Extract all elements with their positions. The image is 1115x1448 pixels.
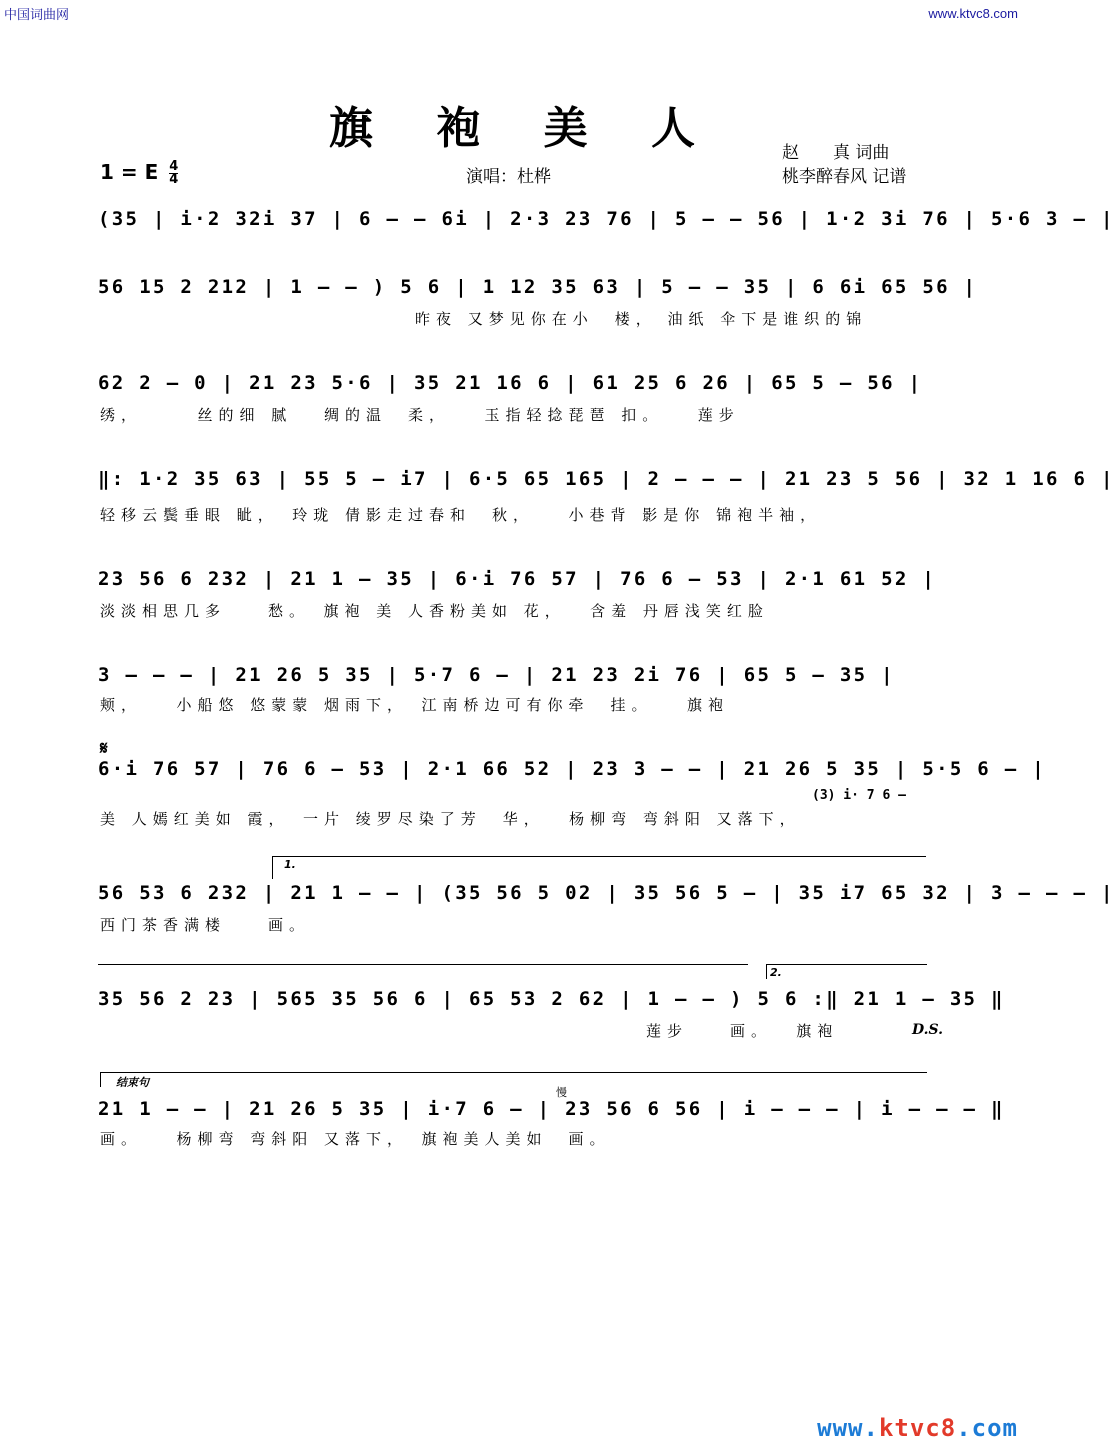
score-line-6: 3 – – – | 21 26 5 35 | 5·7 6 – | 21 23 2i 76 | 65 5 – 35 | [98, 664, 895, 686]
lyrics-line-10: 画。 杨柳弯 弯斜阳 又落下， 旗袍美人美如 画。 [100, 1130, 611, 1148]
tempo-slow-mark: 慢 [556, 1086, 567, 1099]
lyrics-line-9: 莲步 画。 旗袍 [100, 1022, 839, 1040]
ending-1-bracket [272, 856, 274, 879]
ending-2-label: 2. [770, 966, 782, 979]
ending-1-label: 1. [284, 858, 296, 871]
ending-bracket-line [272, 856, 926, 857]
coda-label: 结束句 [116, 1076, 149, 1089]
ending-2-bracket [766, 964, 927, 979]
alternate-voice-note: (3) i· 7 6 – [812, 788, 906, 803]
dal-segno-mark: D.S. [912, 1022, 944, 1038]
meter-top: 4 [169, 159, 179, 174]
song-title: 旗 袍 美 人 [329, 103, 719, 154]
score-line-7: 6·i 76 57 | 76 6 – 53 | 2·1 66 52 | 23 3 – – | 21 26 5 35 | 5·5 6 – | [98, 758, 1046, 780]
score-line-4: ‖: 1·2 35 63 | 55 5 – i7 | 6·5 65 165 | 2 – – – | 21 23 5 56 | 32 1 16 6 | [98, 468, 1115, 490]
lyrics-line-2: 昨夜 又梦见你在小 楼， 油纸 伞下是谁织的锦 [100, 310, 868, 328]
coda-bracket [100, 1072, 927, 1087]
score-line-5: 23 56 6 232 | 21 1 – 35 | 6·i 76 57 | 76 6 – 53 | 2·1 61 52 | [98, 568, 937, 590]
key-signature [100, 160, 178, 186]
site-watermark-right: www.ktvc8.com [928, 6, 1018, 21]
score-line-2: 56 15 2 212 | 1 – – ) 5 6 | 1 12 35 63 | 5 – – 35 | 6 6i 65 56 | [98, 276, 978, 298]
lyrics-line-3: 绣， 丝的细 腻 绸的温 柔， 玉指轻捻琵琶 扣。 莲步 [100, 406, 740, 424]
site-watermark-bottom [817, 1414, 1018, 1442]
score-line-3: 62 2 – 0 | 21 23 5·6 | 35 21 16 6 | 61 25 6 26 | 65 5 – 56 | [98, 372, 923, 394]
lyrics-line-4: 轻移云鬓垂眼 眦， 玲珑 倩影走过春和 秋， 小巷背 影是你 锦袍半袖， [100, 506, 822, 524]
lyrics-line-6: 颊， 小船悠 悠蒙蒙 烟雨下， 江南桥边可有你牵 挂。 旗袍 [100, 696, 730, 714]
lyrics-line-8: 西门茶香满楼 画。 [100, 916, 311, 934]
meter-bottom: 4 [169, 172, 179, 187]
score-line-10: 21 1 – – | 21 26 5 35 | i·7 6 – | 23 56 6 56 | i – – – | i – – – ‖ [98, 1098, 1005, 1120]
watermark-brand: ktvc8 [878, 1414, 957, 1442]
section-rule [98, 964, 748, 965]
lyrics-line-7: 美 人嫣红美如 霞， 一片 绫罗尽染了芳 华， 杨柳弯 弯斜阳 又落下， [100, 810, 801, 828]
lyrics-line-5: 淡淡相思几多 愁。 旗袍 美 人香粉美如 花， 含羞 丹唇浅笑红脸 [100, 602, 769, 620]
transcriber-credit: 桃李醉春风 记谱 [782, 167, 907, 187]
lyricist-composer-credit: 赵 真 词曲 [782, 143, 890, 163]
score-line-9: 35 56 2 23 | 565 35 56 6 | 65 53 2 62 | 1 – – ) 5 6 :‖ 21 1 – 35 ‖ [98, 988, 1005, 1010]
segno-sign: 𝄋 [100, 738, 108, 759]
singer-credit: 演唱：杜桦 [466, 167, 551, 187]
watermark-suffix: .com [956, 1414, 1018, 1442]
score-line-8: 56 53 6 232 | 21 1 – – | (35 56 5 02 | 35 56 5 – | 35 i7 65 32 | 3 – – – | [98, 882, 1115, 904]
site-watermark-left: 中国词曲网 [4, 7, 70, 22]
watermark-prefix: www. [817, 1414, 879, 1442]
score-line-1: (35 | i·2 32i 37 | 6 – – 6i | 2·3 23 76 | 5 – – 56 | 1·2 3i 76 | 5·6 3 – | [98, 208, 1115, 230]
key-label: 1 = E [100, 160, 159, 184]
time-signature [169, 161, 178, 186]
